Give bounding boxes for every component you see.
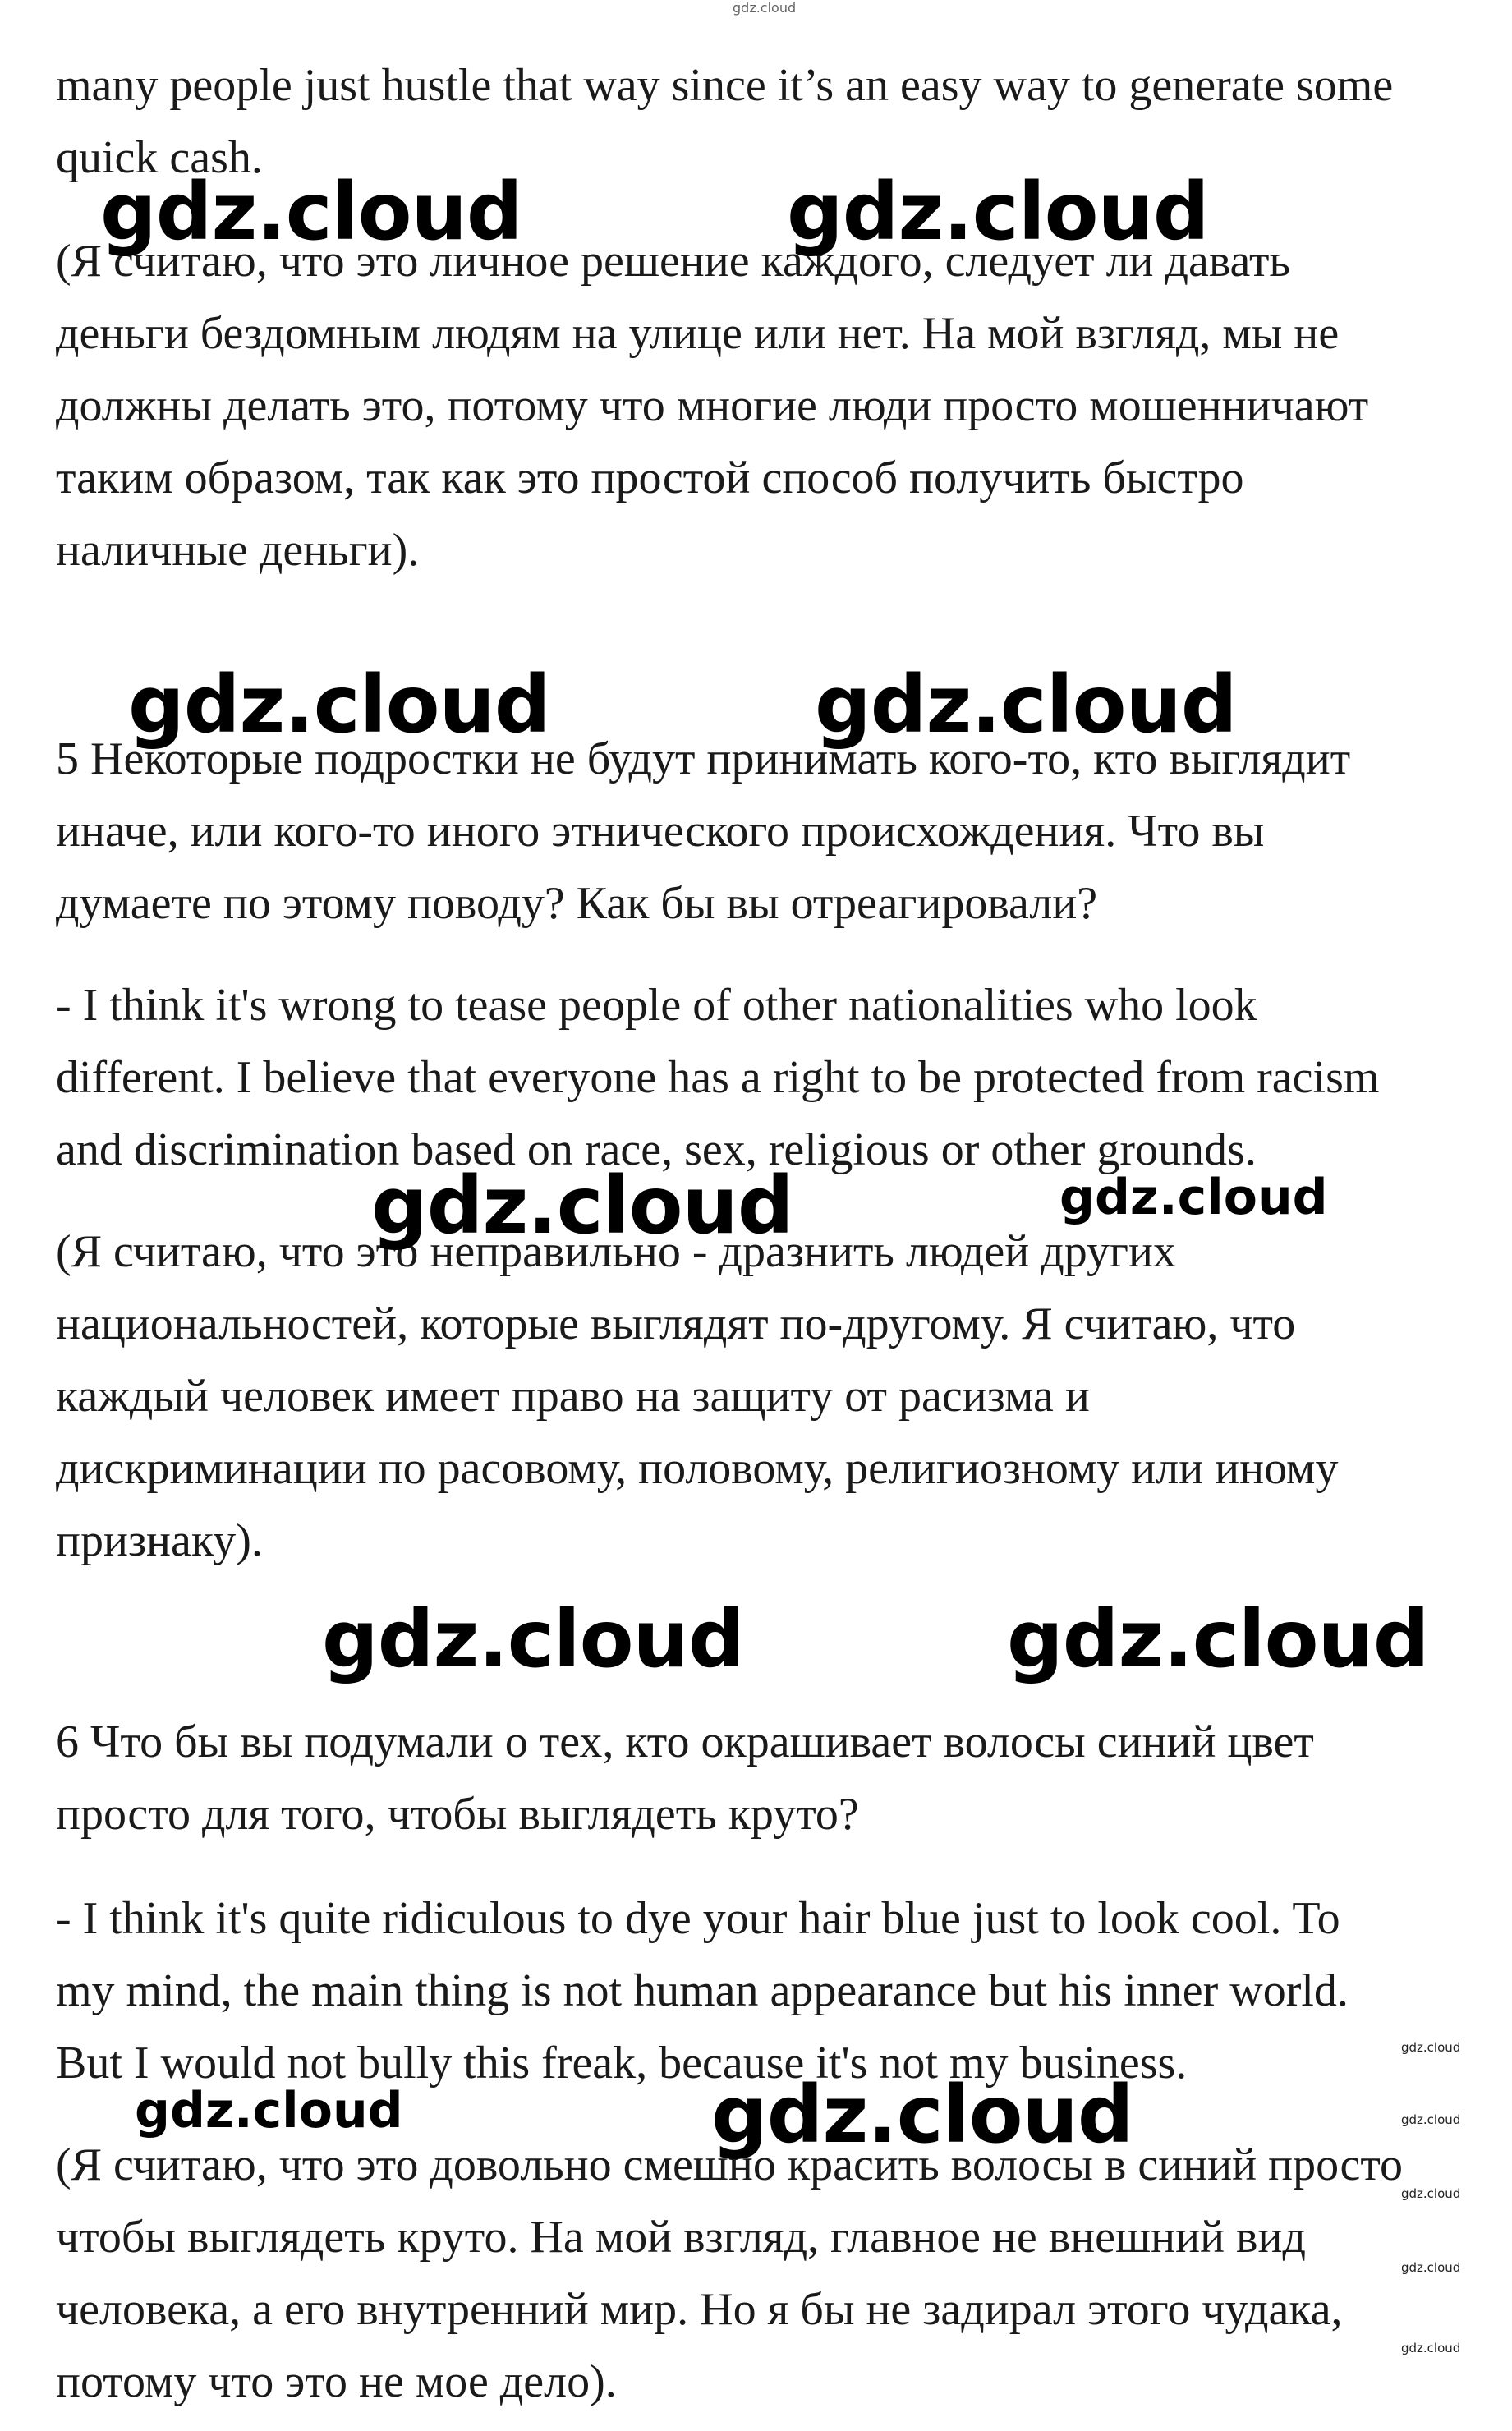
answer-5-russian: (Я считаю, что это неправильно - дразнить людей других национальностей, которые выглядят по-другому. Я считаю, что каждый человек имеет право на защиту от расизма и дискриминации по расовому, половому, религиозному или иному признаку).: [56, 1226, 1339, 1566]
answer-5-english: - I think it's wrong to tease people of other nationalities who look different. I believe that everyone has a right to be protected from racism and discrimination based on race, sex, religious or other grounds.: [56, 980, 1380, 1175]
answer-6-russian: (Я считаю, что это довольно смешно красить волосы в синий просто чтобы выглядеть круто. На мой взгляд, главное не внешний вид человека, а его внутренний мир. Но я бы не задирал этого чудака, потому что это не мое дело).: [56, 2139, 1404, 2407]
watermark: gdz.cloud: [815, 659, 1237, 751]
watermark-small: gdz.cloud: [1401, 2112, 1461, 2127]
question-5: 5 Некоторые подростки не будут принимать кого-то, кто выглядит иначе, или кого-то иного этнического происхождения. Что вы думаете по этому поводу? Как бы вы отреагировали?: [56, 733, 1351, 929]
watermark: gdz.cloud: [135, 2082, 403, 2139]
watermark-top: gdz.cloud: [733, 0, 797, 16]
paragraph-english-cash: many people just hustle that way since it’s an easy way to generate some quick cash.: [56, 60, 1394, 183]
watermark-small: gdz.cloud: [1401, 2186, 1461, 2201]
watermark: gdz.cloud: [371, 1160, 793, 1252]
watermark-small: gdz.cloud: [1401, 2260, 1461, 2275]
watermark-small: gdz.cloud: [1401, 2341, 1461, 2355]
answer-6-english: - I think it's quite ridiculous to dye your hair blue just to look cool. To my mind, the main thing is not human appearance but his inner world. But I would not bully this freak, because it's not my business.: [56, 1893, 1349, 2089]
paragraph-russian-translation-1: (Я считаю, что это личное решение каждого, следует ли давать деньги бездомным людям на улице или нет. На мой взгляд, мы не должны делать это, потому что многие люди просто мошенничают таким образом, так как это простой способ получить быстро наличные деньги).: [56, 236, 1369, 576]
watermark-small: gdz.cloud: [1401, 2040, 1461, 2055]
watermark: gdz.cloud: [100, 166, 522, 258]
question-6: 6 Что бы вы подумали о тех, кто окрашивает волосы синий цвет просто для того, чтобы выглядеть круто?: [56, 1716, 1314, 1840]
watermark: gdz.cloud: [128, 659, 550, 751]
watermark: gdz.cloud: [1059, 1169, 1328, 1226]
watermark: gdz.cloud: [1007, 1593, 1429, 1685]
watermark: gdz.cloud: [787, 166, 1209, 258]
watermark: gdz.cloud: [711, 2069, 1133, 2161]
watermark: gdz.cloud: [322, 1593, 744, 1685]
